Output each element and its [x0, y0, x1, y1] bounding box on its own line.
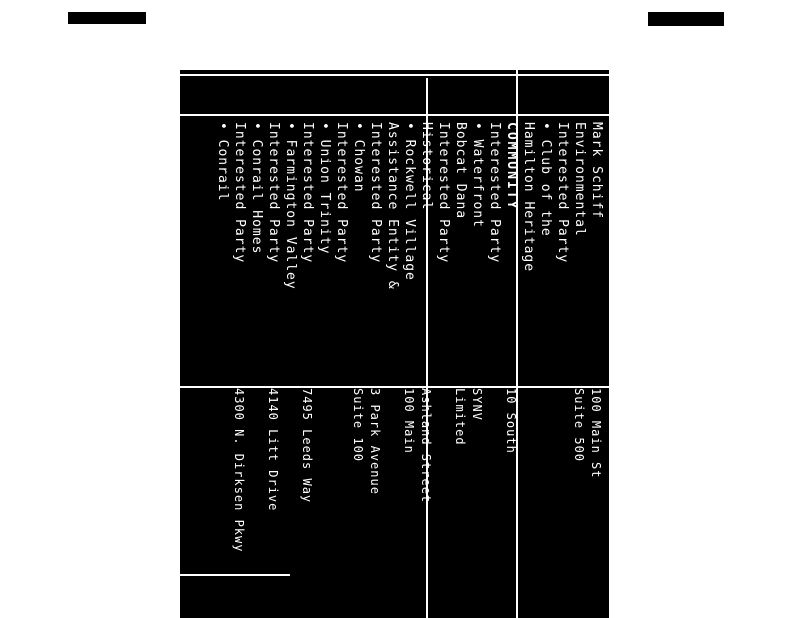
row-text: • Farmington Valley	[283, 122, 298, 290]
row-address: 10 South	[504, 388, 518, 454]
row-text: • Club of the	[538, 122, 553, 237]
row-address: Suite 500	[572, 388, 586, 463]
row-text: COMMUNITY	[504, 122, 519, 211]
row-text: • Conrail	[215, 122, 230, 202]
row-address: 100 Main St	[589, 388, 603, 479]
row-address: 7495 Leeds Way	[300, 388, 314, 504]
row-address: 4140 Litt Drive	[266, 388, 280, 512]
row-address: Suite 100	[351, 388, 365, 463]
row-text: • Chowan	[351, 122, 366, 193]
row-address: Ashland Street	[419, 388, 433, 504]
row-address: 4300 N. Dirksen Pkwy	[232, 388, 246, 553]
row-text: Interested Party	[232, 122, 247, 264]
row-text: • Waterfront	[470, 122, 485, 228]
row-text: Interested Party	[436, 122, 451, 264]
row-text: Mark Schiff	[589, 122, 604, 220]
row-text: Interested Party	[487, 122, 502, 264]
row-text: Interested Party	[555, 122, 570, 264]
row-text: Hamilton Heritage	[521, 122, 536, 273]
row-address: 100 Main	[402, 388, 416, 454]
row-text: Bobcat Dana	[453, 122, 468, 220]
row-text: Environmental	[572, 122, 587, 237]
row-address: 3 Park Avenue	[368, 388, 382, 495]
row-text: • Rockwell Village	[402, 122, 417, 281]
row-text: Assistance Entity &	[385, 122, 400, 290]
redaction-bar-right	[648, 12, 724, 26]
row-text: Interested Party	[300, 122, 315, 264]
row-text: Interested Party	[368, 122, 383, 264]
rotated-text-block	[180, 70, 609, 618]
row-address: SYNV	[470, 388, 484, 421]
row-address: Limited	[453, 388, 467, 446]
redaction-bar-left	[68, 12, 146, 24]
row-text: Interested Party	[334, 122, 349, 264]
row-text: Historical	[419, 122, 434, 211]
row-text: Interested Party	[266, 122, 281, 264]
row-text: • Conrail Homes	[249, 122, 264, 255]
scanned-document	[180, 70, 609, 618]
row-text: • Union Trinity	[317, 122, 332, 255]
